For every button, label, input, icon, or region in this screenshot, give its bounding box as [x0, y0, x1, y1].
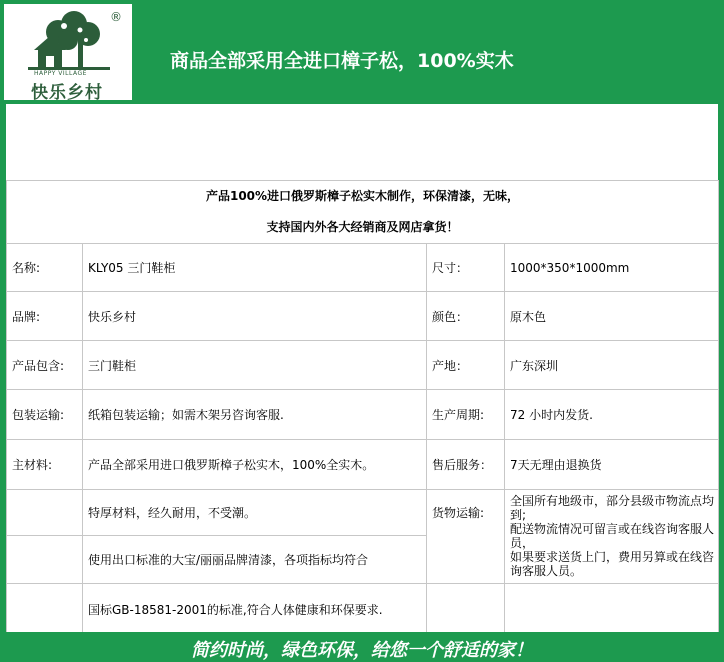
- header-title: 商品全部采用全进口樟子松，100%实木: [170, 50, 514, 72]
- spec-table-wrapper: [6, 180, 718, 636]
- shipping-line-3: 如果要求送货上门，费用另算或在线咨询客服人员。: [510, 550, 715, 578]
- promo-line-2: 支持国内外各大经销商及网店拿货！: [266, 220, 459, 234]
- promo-row: [7, 181, 719, 244]
- brand-value: 快乐乡村: [83, 292, 427, 341]
- header-bar: [0, 0, 724, 104]
- table-row: [7, 490, 719, 536]
- footer-slogan: 简约时尚，绿色环保，给您一个舒适的家！: [191, 640, 533, 661]
- paint-value: 使用出口标准的大宝/丽丽品牌清漆，各项指标均符合: [83, 536, 427, 584]
- shipping-label: 货物运输:: [427, 490, 505, 584]
- material-value: 产品全部采用进口俄罗斯樟子松实木，100%全实木。: [83, 440, 427, 490]
- brand-label: 品牌:: [7, 292, 83, 341]
- table-row: [7, 584, 719, 636]
- origin-value: 广东深圳: [505, 341, 719, 390]
- contents-value: 三门鞋柜: [83, 341, 427, 390]
- origin-label: 产地：: [427, 341, 505, 390]
- table-row: [7, 292, 719, 341]
- blank-band: [6, 104, 718, 181]
- production-label: 生产周期:: [427, 390, 505, 440]
- brand-logo: [4, 4, 132, 103]
- contents-label: 产品包含:: [7, 341, 83, 390]
- name-label: 名称:: [7, 244, 83, 292]
- packaging-value: 纸箱包装运输；如需木架另咨询客服.: [83, 390, 427, 440]
- logo-english-name: HAPPY VILLAGE: [34, 70, 87, 77]
- promo-line-1: 产品100%进口俄罗斯樟子松实木制作，环保清漆，无味，: [205, 189, 520, 203]
- footer-bar: [0, 632, 724, 660]
- registered-mark: ®: [110, 10, 122, 24]
- material-label: 主材料:: [7, 440, 83, 490]
- color-label: 颜色：: [427, 292, 505, 341]
- aftersales-value: 7天无理由退换货: [505, 440, 719, 490]
- empty-cell: [427, 584, 505, 636]
- promo-cell: [7, 181, 719, 244]
- table-row: [7, 341, 719, 390]
- shipping-value: [505, 490, 719, 584]
- logo-chinese-name: 快乐乡村: [31, 83, 103, 103]
- size-label: 尺寸：: [427, 244, 505, 292]
- production-value: 72 小时内发货.: [505, 390, 719, 440]
- empty-cell: [7, 584, 83, 636]
- table-row: [7, 244, 719, 292]
- table-row: [7, 440, 719, 490]
- size-value: 1000*350*1000mm: [505, 244, 719, 292]
- empty-cell: [7, 536, 83, 584]
- packaging-label: 包装运输:: [7, 390, 83, 440]
- standard-value: 国标GB-18581-2001的标准,符合人体健康和环保要求.: [83, 584, 427, 636]
- table-row: [7, 390, 719, 440]
- aftersales-label: 售后服务：: [427, 440, 505, 490]
- spec-table: [6, 180, 719, 636]
- shipping-line-2: 配送物流情况可留言或在线咨询客服人员，: [510, 522, 715, 550]
- durability-value: 特厚材料，经久耐用，不受潮。: [83, 490, 427, 536]
- name-value: KLY05 三门鞋柜: [83, 244, 427, 292]
- empty-cell: [505, 584, 719, 636]
- color-value: 原木色: [505, 292, 719, 341]
- shipping-line-1: 全国所有地级市，部分县级市物流点均到;: [510, 494, 715, 522]
- tree-house-icon: [28, 10, 110, 70]
- empty-cell: [7, 490, 83, 536]
